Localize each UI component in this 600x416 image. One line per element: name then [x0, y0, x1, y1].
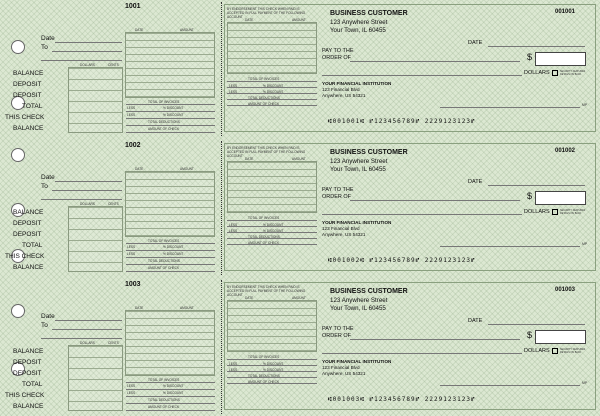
order-of-label: ORDER OF: [322, 333, 352, 339]
stub-deposit-label: DEPOSIT: [13, 359, 42, 366]
voucher-grid: [227, 300, 317, 352]
stub-to-line[interactable]: [52, 329, 122, 330]
stub-total-label: TOTAL: [22, 381, 43, 388]
company-street: 123 Anywhere Street: [330, 158, 388, 165]
check-date-label: DATE: [468, 40, 483, 46]
check-number: 001002: [555, 148, 576, 154]
stub-this-check-label: THIS CHECK: [5, 253, 45, 260]
stub-date-label: Date: [41, 313, 55, 320]
voucher-amount-of-check: AMOUNT OF CHECK: [248, 380, 280, 384]
stub-deposit-label: DEPOSIT: [13, 220, 42, 227]
voucher-divider: [227, 359, 317, 360]
stub-balance-label: BALANCE: [13, 403, 44, 410]
voucher-less: LESS: [229, 90, 238, 94]
stub-less: LESS: [127, 391, 136, 395]
voucher-total-deductions: TOTAL DEDUCTIONS: [248, 374, 280, 378]
stub-less: LESS: [127, 384, 136, 388]
stub-discount: % DISCOUNT: [163, 113, 184, 117]
stub-less: LESS: [127, 113, 136, 117]
voucher-divider: [227, 365, 317, 366]
stub-divider: [126, 410, 215, 411]
voucher-divider: [227, 87, 317, 88]
voucher-total-invoices: TOTAL OF INVOICES: [248, 355, 280, 359]
company-street: 123 Anywhere Street: [330, 297, 388, 304]
stub-deposit-label: DEPOSIT: [13, 370, 42, 377]
bank-street: 123 Financial Blvd: [322, 226, 360, 231]
voucher-less: LESS: [229, 229, 238, 233]
perforation: [221, 280, 222, 414]
stub-divider: [126, 111, 215, 112]
security-text: SECURITY FEATURES DETAILS ON BACK: [560, 70, 586, 76]
security-text: SECURITY FEATURES DETAILS ON BACK: [560, 348, 586, 354]
payee-line[interactable]: [350, 61, 520, 62]
stub-invoice-grid: [125, 32, 215, 98]
voucher-less: LESS: [229, 223, 238, 227]
written-amount-line[interactable]: [322, 75, 522, 76]
binder-hole: [11, 148, 25, 162]
stub-this-check-label: THIS CHECK: [5, 114, 45, 121]
voucher-divider: [227, 232, 317, 233]
stub-to-line[interactable]: [52, 51, 122, 52]
stub-to-line[interactable]: [52, 190, 122, 191]
stub-invoice-grid: [125, 171, 215, 237]
stub-divider: [126, 257, 215, 258]
stub-divider: [126, 118, 215, 119]
bank-city: Anywhere, US 54321: [322, 371, 366, 376]
stub-divider: [126, 403, 215, 404]
amount-box[interactable]: [535, 330, 586, 344]
dollars-label: DOLLARS: [524, 70, 550, 76]
company-name: BUSINESS CUSTOMER: [330, 10, 408, 17]
voucher-amount-of-check: AMOUNT OF CHECK: [248, 241, 280, 245]
check-date-line[interactable]: [488, 46, 585, 47]
bank-name: YOUR FINANCIAL INSTITUTION: [322, 359, 392, 364]
check-date-label: DATE: [468, 179, 483, 185]
stub-deposit-label: DEPOSIT: [13, 92, 42, 99]
stub-col-date: DATE: [135, 28, 144, 32]
pay-to-label: PAY TO THE: [322, 326, 354, 332]
voucher-col-date: DATE: [245, 18, 254, 22]
stub-divider: [126, 104, 215, 105]
check-date-line[interactable]: [488, 185, 585, 186]
stub-less: LESS: [127, 106, 136, 110]
voucher-divider: [227, 105, 317, 106]
stub-deposit-label: DEPOSIT: [13, 81, 42, 88]
signature-line[interactable]: [440, 385, 580, 386]
voucher-col-amount: AMOUNT: [292, 296, 306, 300]
stub-number: 1001: [125, 3, 141, 10]
stub-invoice-grid: [125, 310, 215, 376]
signature-line[interactable]: [440, 246, 580, 247]
voucher-less: LESS: [229, 362, 238, 366]
voucher-divider: [227, 383, 317, 384]
pay-to-label: PAY TO THE: [322, 187, 354, 193]
stub-amount-of-check: AMOUNT OF CHECK: [148, 405, 180, 409]
bank-name: YOUR FINANCIAL INSTITUTION: [322, 220, 392, 225]
bank-city: Anywhere, US 54321: [322, 232, 366, 237]
voucher-discount: % DISCOUNT: [263, 84, 284, 88]
stub-divider: [126, 389, 215, 390]
stub-total-deductions: TOTAL DEDUCTIONS: [148, 398, 180, 402]
check-row-2: [0, 139, 600, 277]
stub-date-line[interactable]: [55, 181, 122, 182]
perforation: [221, 141, 222, 275]
signature-line[interactable]: [440, 107, 580, 108]
stub-less: LESS: [127, 245, 136, 249]
pay-to-label: PAY TO THE: [322, 48, 354, 54]
mp-label: MP: [582, 103, 588, 107]
voucher-col-date: DATE: [245, 157, 254, 161]
voucher-col-date: DATE: [245, 296, 254, 300]
stub-balance-label: BALANCE: [13, 125, 44, 132]
voucher-discount: % DISCOUNT: [263, 229, 284, 233]
voucher-grid: [227, 161, 317, 213]
stub-memo-line[interactable]: [41, 199, 122, 200]
payee-line[interactable]: [350, 339, 520, 340]
order-of-label: ORDER OF: [322, 55, 352, 61]
stub-date-line[interactable]: [55, 42, 122, 43]
voucher-col-amount: AMOUNT: [292, 18, 306, 22]
stub-discount: % DISCOUNT: [163, 252, 184, 256]
voucher-less: LESS: [229, 368, 238, 372]
voucher-divider: [227, 377, 317, 378]
voucher-divider: [227, 220, 317, 221]
stub-balance-label: BALANCE: [13, 348, 44, 355]
stub-memo-line[interactable]: [41, 60, 122, 61]
voucher-endorsement: BY ENDORSEMENT THIS CHECK WHEN PAID IS ACCEPTED IN FULL PAYMENT OF THE FOLLOWING ACCOUNT: [227, 146, 306, 158]
stub-divider: [126, 132, 215, 133]
voucher-divider: [227, 371, 317, 372]
stub-col-date: DATE: [135, 306, 144, 310]
check-row-3: [0, 278, 600, 416]
company-street: 123 Anywhere Street: [330, 19, 388, 26]
voucher-total-invoices: TOTAL OF INVOICES: [248, 216, 280, 220]
stub-col-amount: AMOUNT: [180, 28, 194, 32]
stub-col-date: DATE: [135, 167, 144, 171]
stub-total-deductions: TOTAL DEDUCTIONS: [148, 259, 180, 263]
stub-this-check-label: THIS CHECK: [5, 392, 45, 399]
stub-ledger: [68, 345, 123, 411]
stub-dollars-header: DOLLARS: [80, 63, 95, 67]
stub-divider: [126, 382, 215, 383]
voucher-grid: [227, 22, 317, 74]
stub-to-label: To: [41, 44, 48, 51]
stub-deposit-label: DEPOSIT: [13, 231, 42, 238]
bank-street: 123 Financial Blvd: [322, 365, 360, 370]
dollars-label: DOLLARS: [524, 348, 550, 354]
voucher-discount: % DISCOUNT: [263, 90, 284, 94]
stub-amount-of-check: AMOUNT OF CHECK: [148, 127, 180, 131]
stub-divider: [126, 250, 215, 251]
stub-date-line[interactable]: [55, 320, 122, 321]
voucher-divider: [227, 99, 317, 100]
stub-to-label: To: [41, 183, 48, 190]
voucher-amount-of-check: AMOUNT OF CHECK: [248, 102, 280, 106]
voucher-endorsement: BY ENDORSEMENT THIS CHECK WHEN PAID IS ACCEPTED IN FULL PAYMENT OF THE FOLLOWING ACCOUNT: [227, 285, 306, 297]
stub-dollars-header: DOLLARS: [80, 202, 95, 206]
stub-discount: % DISCOUNT: [163, 106, 184, 110]
check-number: 001003: [555, 287, 576, 293]
order-of-label: ORDER OF: [322, 194, 352, 200]
amount-box[interactable]: [535, 191, 586, 205]
company-city: Your Town, IL 60455: [330, 27, 386, 34]
micr-line: ⑆001002⑆ ⑈123456789⑈ 2229123123⑈: [328, 257, 476, 264]
voucher-divider: [227, 226, 317, 227]
stub-col-amount: AMOUNT: [180, 306, 194, 310]
stub-col-amount: AMOUNT: [180, 167, 194, 171]
company-city: Your Town, IL 60455: [330, 305, 386, 312]
lock-icon: [552, 209, 558, 215]
mp-label: MP: [582, 381, 588, 385]
stub-total-label: TOTAL: [22, 103, 43, 110]
stub-total-label: TOTAL: [22, 242, 43, 249]
voucher-discount: % DISCOUNT: [263, 223, 284, 227]
stub-total-invoices: TOTAL OF INVOICES: [148, 100, 180, 104]
stub-discount: % DISCOUNT: [163, 391, 184, 395]
lock-icon: [552, 348, 558, 354]
written-amount-line[interactable]: [322, 214, 522, 215]
stub-date-label: Date: [41, 35, 55, 42]
stub-dollars-header: DOLLARS: [80, 341, 95, 345]
stub-memo-line[interactable]: [41, 338, 122, 339]
check-date-label: DATE: [468, 318, 483, 324]
stub-divider: [126, 396, 215, 397]
stub-to-label: To: [41, 322, 48, 329]
stub-date-label: Date: [41, 174, 55, 181]
stub-number: 1003: [125, 281, 141, 288]
company-name: BUSINESS CUSTOMER: [330, 288, 408, 295]
dollar-sign: $: [527, 191, 533, 201]
company-city: Your Town, IL 60455: [330, 166, 386, 173]
stub-balance-label: BALANCE: [13, 209, 44, 216]
dollar-sign: $: [527, 330, 533, 340]
stub-discount: % DISCOUNT: [163, 245, 184, 249]
voucher-divider: [227, 238, 317, 239]
check-number: 001001: [555, 9, 576, 15]
voucher-divider: [227, 81, 317, 82]
stub-discount: % DISCOUNT: [163, 384, 184, 388]
voucher-discount: % DISCOUNT: [263, 362, 284, 366]
bank-city: Anywhere, US 54321: [322, 93, 366, 98]
stub-less: LESS: [127, 252, 136, 256]
stub-balance-label: BALANCE: [13, 70, 44, 77]
voucher-total-deductions: TOTAL DEDUCTIONS: [248, 235, 280, 239]
binder-hole: [11, 304, 25, 318]
written-amount-line[interactable]: [322, 353, 522, 354]
micr-line: ⑆001001⑆ ⑈123456789⑈ 2229123123⑈: [328, 118, 476, 125]
amount-box[interactable]: [535, 52, 586, 66]
stub-total-invoices: TOTAL OF INVOICES: [148, 239, 180, 243]
check-row-1: [0, 0, 600, 138]
micr-line: ⑆001003⑆ ⑈123456789⑈ 2229123123⑈: [328, 396, 476, 403]
stub-balance-label: BALANCE: [13, 264, 44, 271]
stub-divider: [126, 125, 215, 126]
company-name: BUSINESS CUSTOMER: [330, 149, 408, 156]
voucher-total-deductions: TOTAL DEDUCTIONS: [248, 96, 280, 100]
stub-ledger: [68, 67, 123, 133]
stub-ledger: [68, 206, 123, 272]
voucher-endorsement: BY ENDORSEMENT THIS CHECK WHEN PAID IS ACCEPTED IN FULL PAYMENT OF THE FOLLOWING ACCOUNT: [227, 7, 306, 19]
dollars-label: DOLLARS: [524, 209, 550, 215]
binder-hole: [11, 40, 25, 54]
voucher-less: LESS: [229, 84, 238, 88]
bank-name: YOUR FINANCIAL INSTITUTION: [322, 81, 392, 86]
lock-icon: [552, 70, 558, 76]
stub-total-deductions: TOTAL DEDUCTIONS: [148, 120, 180, 124]
security-text: SECURITY FEATURES DETAILS ON BACK: [560, 209, 586, 215]
stub-number: 1002: [125, 142, 141, 149]
voucher-col-amount: AMOUNT: [292, 157, 306, 161]
perforation: [221, 2, 222, 136]
dollar-sign: $: [527, 52, 533, 62]
stub-cents-header: CENTS: [108, 202, 119, 206]
bank-street: 123 Financial Blvd: [322, 87, 360, 92]
voucher-divider: [227, 244, 317, 245]
stub-cents-header: CENTS: [108, 63, 119, 67]
check-date-line[interactable]: [488, 324, 585, 325]
stub-total-invoices: TOTAL OF INVOICES: [148, 378, 180, 382]
stub-amount-of-check: AMOUNT OF CHECK: [148, 266, 180, 270]
stub-divider: [126, 243, 215, 244]
stub-cents-header: CENTS: [108, 341, 119, 345]
voucher-discount: % DISCOUNT: [263, 368, 284, 372]
payee-line[interactable]: [350, 200, 520, 201]
stub-divider: [126, 264, 215, 265]
stub-divider: [126, 271, 215, 272]
voucher-total-invoices: TOTAL OF INVOICES: [248, 77, 280, 81]
mp-label: MP: [582, 242, 588, 246]
voucher-divider: [227, 93, 317, 94]
